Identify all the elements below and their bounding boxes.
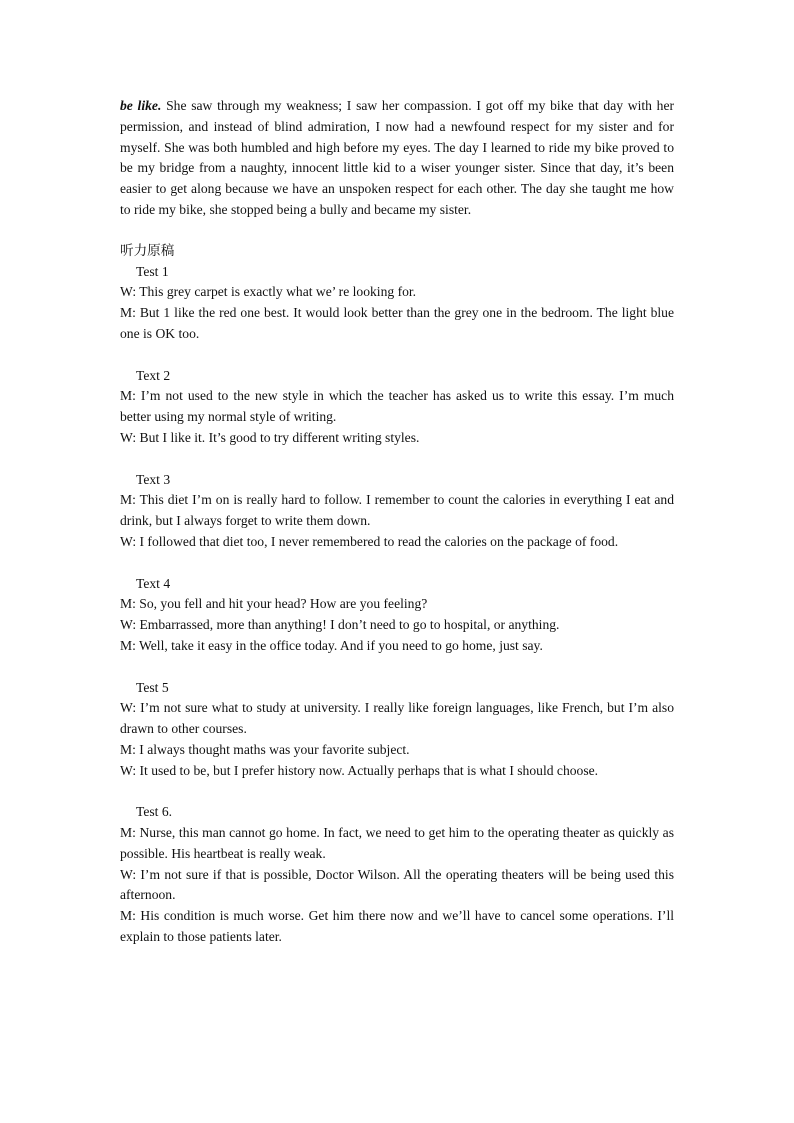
dialogue-label: Text 3: [136, 471, 171, 487]
dialogue-line: M: Well, take it easy in the office today. And if you need to go home, just say.: [120, 637, 543, 653]
document-page: [120, 96, 674, 948]
dialogue-1: [120, 262, 674, 345]
dialogue-label: Test 1: [136, 263, 169, 279]
dialogue-line: W: I’m not sure if that is possible, Doctor Wilson. All the operating theaters will be being used this afternoon.: [120, 866, 674, 903]
story-paragraph: [120, 96, 674, 221]
dialogue-line: M: His condition is much worse. Get him there now and we’ll have to cancel some operations. I’ll explain to those patients later.: [120, 908, 674, 945]
dialogue-line: M: I’m not used to the new style in which the teacher has asked us to write this essay. I’m much better using my normal style of writing.: [120, 388, 674, 425]
dialogue-line: M: This diet I’m on is really hard to follow. I remember to count the calories in everything I eat and drink, but I always forget to write them down.: [120, 492, 674, 529]
dialogue-line: M: I always thought maths was your favorite subject.: [120, 741, 410, 757]
dialogue-line: M: But 1 like the red one best. It would look better than the grey one in the bedroom. The light blue one is OK too.: [120, 305, 674, 341]
dialogue-5: [120, 678, 674, 782]
paragraph-lead: be like.: [120, 98, 162, 113]
paragraph-body: She saw through my weakness; I saw her compassion. I got off my bike that day with her permission, and instead of blind admiration, I now had a newfound respect for my sister and for myself. She was both humbled and high before my eyes. The day I learned to ride my bike proved to be my bridge from a naughty, innocent little kid to a wiser younger sister. Since that day, it’s been easier to get along because we have an unspoken respect for each other. The day she taught me how to ride my bike, she stopped being a bully and became my sister.: [120, 98, 675, 217]
dialogue-label: Test 5: [136, 679, 169, 695]
dialogue-label: Text 2: [136, 367, 171, 383]
transcript-heading: 听力原稿: [120, 242, 175, 259]
dialogue-4: [120, 574, 674, 657]
dialogue-label: Text 4: [136, 575, 171, 591]
dialogue-line: W: Embarrassed, more than anything! I don’t need to go to hospital, or anything.: [120, 617, 560, 633]
dialogue-3: [120, 470, 674, 553]
dialogue-6: [120, 802, 674, 948]
dialogue-line: W: It used to be, but I prefer history now. Actually perhaps that is what I should choose.: [120, 762, 599, 778]
dialogue-line: M: Nurse, this man cannot go home. In fact, we need to get him to the operating theater as quickly as possible. His heartbeat is really weak.: [120, 825, 674, 861]
dialogue-2: [120, 366, 674, 449]
dialogue-label: Test 6.: [136, 804, 173, 820]
dialogue-line: W: But I like it. It’s good to try different writing styles.: [120, 429, 420, 445]
dialogue-line: W: I’m not sure what to study at university. I really like foreign languages, like French, but I’m also drawn to other courses.: [120, 700, 674, 737]
dialogue-line: M: So, you fell and hit your head? How are you feeling?: [120, 596, 428, 612]
dialogue-line: W: This grey carpet is exactly what we’ re looking for.: [120, 284, 417, 300]
dialogue-line: W: I followed that diet too, I never remembered to read the calories on the package of food.: [120, 533, 619, 549]
